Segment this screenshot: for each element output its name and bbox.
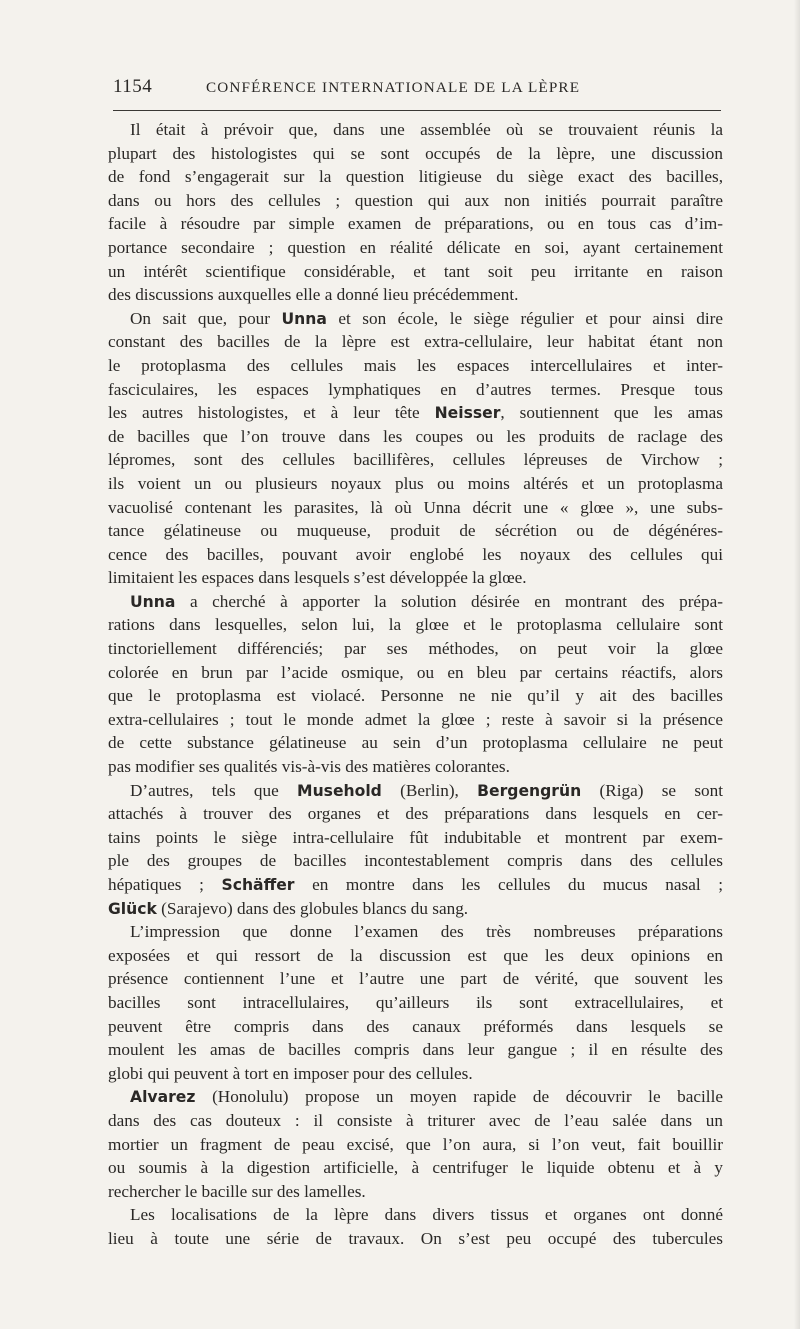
text-line — [108, 849, 723, 873]
text-line — [108, 708, 723, 732]
author-name: Musehold — [297, 781, 382, 800]
text-run: hépatiques ; — [108, 875, 222, 894]
text-line — [108, 590, 723, 614]
author-name: Unna — [281, 309, 327, 328]
text-line — [108, 401, 723, 425]
text-line — [108, 991, 723, 1015]
text-run: ils voient un ou plusieurs noyaux plus ou moins altérés et un protoplasma — [108, 473, 723, 493]
text-line — [108, 425, 723, 449]
text-line — [108, 1085, 723, 1109]
body-text — [108, 118, 723, 1251]
text-run: que le protoplasma est violacé. Personne ne nie qu’il y ait des bacilles — [108, 686, 723, 706]
text-run: tinctoriellement différenciés; par ses méthodes, on peut voir la glœe — [108, 639, 723, 659]
author-name: Bergengrün — [477, 781, 582, 800]
text-line — [108, 1062, 723, 1086]
text-line — [108, 637, 723, 661]
text-line — [108, 212, 723, 236]
page-edge-shadow — [794, 0, 800, 1329]
text-line — [108, 283, 723, 307]
text-run: fasciculaires, les espaces lymphatiques en d’autres termes. Presque tous — [108, 379, 723, 399]
text-run: On sait que, pour — [130, 308, 282, 328]
page-number: 1154 — [113, 76, 153, 97]
text-line — [108, 1038, 723, 1062]
author-name: Unna — [130, 592, 176, 611]
text-run: facile à résoudre par simple examen de préparations, ou en tous cas d’im- — [108, 214, 723, 234]
text-line — [108, 1203, 723, 1227]
text-line — [108, 684, 723, 708]
text-run: pas modifier ses qualités vis-à-vis des matières colorantes. — [108, 757, 510, 777]
text-line — [108, 448, 723, 472]
text-run: L’impression que donne l’examen des très nombreuses préparations — [130, 922, 723, 942]
author-name: Glück — [108, 899, 157, 918]
text-run: , soutiennent que les amas — [500, 403, 723, 423]
text-run: bacilles sont intracellulaires, qu’ailleurs ils sont extracellulaires, et — [108, 992, 723, 1012]
text-line — [108, 472, 723, 496]
text-line — [108, 1109, 723, 1133]
text-run: vacuolisé contenant les parasites, là où Unna décrit une « glœe », une subs- — [108, 497, 723, 517]
text-line — [108, 189, 723, 213]
author-name: Neisser — [434, 404, 501, 423]
text-run: extra-cellulaires ; tout le monde admet la glœe ; reste à savoir si la présence — [108, 709, 723, 729]
text-run: lieu à toute une série de travaux. On s’est peu occupé des tubercules — [108, 1228, 723, 1248]
text-line — [108, 613, 723, 637]
text-run: cence des bacilles, pouvant avoir englobé les noyaux des cellules qui — [108, 544, 723, 564]
text-run: (Sarajevo) dans des globules blancs du sang. — [156, 898, 469, 918]
text-run: rations dans lesquelles, selon lui, la glœe et le protoplasma cellulaire sont — [108, 615, 723, 635]
text-line — [108, 661, 723, 685]
author-name: Alvarez — [130, 1088, 196, 1107]
text-run: de cette substance gélatineuse au sein d’un protoplasma cellulaire ne peut — [108, 733, 723, 753]
text-line — [108, 1227, 723, 1251]
text-run: ple des groupes de bacilles incontestablement compris dans des cellules — [108, 851, 723, 871]
text-run: de bacilles que l’on trouve dans les coupes ou les produits de raclage des — [108, 426, 723, 446]
text-run: attachés à trouver des organes et des préparations dans lesquels en cer- — [108, 804, 723, 824]
text-line — [108, 1156, 723, 1180]
text-run: D’autres, tels que — [130, 780, 298, 800]
text-run: mortier un fragment de peau excisé, que l’on aura, si l’on veut, fait bouillir — [108, 1134, 723, 1154]
text-run: globi qui peuvent à tort en imposer pour des cellules. — [108, 1063, 473, 1083]
text-line — [108, 1015, 723, 1039]
text-run: colorée en brun par l’acide osmique, ou en bleu par certains réactifs, alors — [108, 662, 723, 682]
text-line — [108, 496, 723, 520]
text-run: un intérêt scientifique considérable, et tant soit peu irritante en raison — [108, 261, 723, 281]
text-line — [108, 1180, 723, 1204]
text-line — [108, 307, 723, 331]
text-run: dans des cas douteux : il consiste à triturer avec de l’eau salée dans un — [108, 1110, 723, 1130]
text-run: (Berlin), — [381, 780, 478, 800]
text-run: plupart des histologistes qui se sont occupés de la lèpre, une discussion — [108, 143, 723, 163]
text-line — [108, 354, 723, 378]
text-line — [108, 897, 723, 921]
author-name: Schäffer — [221, 876, 295, 894]
text-run: portance secondaire ; question en réalité délicate en soi, ayant certainement — [108, 237, 723, 257]
text-run: constant des bacilles de la lèpre est extra-cellulaire, leur habitat étant non — [108, 332, 723, 352]
text-line — [108, 779, 723, 803]
text-run: tains points le siège intra-cellulaire fût indubitable et montrent par exem- — [108, 827, 723, 847]
text-run: ou soumis à la digestion artificielle, à centrifuger le liquide obtenu et à y — [108, 1158, 723, 1178]
text-run: a cherché à apporter la solution désirée en montrant des prépa- — [175, 591, 723, 611]
text-run: présence contiennent l’une et l’autre une part de vérité, que souvent les — [108, 969, 723, 989]
text-run: tance gélatineuse ou muqueuse, produit de sécrétion ou de dégénéres- — [108, 521, 723, 541]
text-run: et son école, le siège régulier et pour ainsi dire — [326, 308, 723, 328]
text-line — [108, 1133, 723, 1157]
text-line — [108, 330, 723, 354]
text-line — [108, 920, 723, 944]
text-line — [108, 519, 723, 543]
text-line — [108, 236, 723, 260]
text-run: Les localisations de la lèpre dans divers tissus et organes ont donné — [130, 1205, 723, 1225]
text-run: exposées et qui ressort de la discussion est que les deux opinions en — [108, 945, 723, 965]
text-run: les autres histologistes, et à leur tête — [108, 403, 435, 423]
text-run: dans ou hors des cellules ; question qui aux non initiés pourrait paraître — [108, 190, 723, 210]
text-line — [108, 967, 723, 991]
text-run: en montre dans les cellules du mucus nasal ; — [294, 875, 723, 894]
text-line — [108, 755, 723, 779]
text-line — [108, 118, 723, 142]
text-line — [108, 566, 723, 590]
text-run: (Honolulu) propose un moyen rapide de découvrir le bacille — [195, 1087, 723, 1107]
text-line — [108, 873, 723, 897]
header-rule — [113, 110, 721, 111]
page-header — [113, 76, 721, 98]
running-title: CONFÉRENCE INTERNATIONALE DE LA LÈPRE — [206, 79, 581, 96]
text-run: de fond s’engagerait sur la question litigieuse du siège exact des bacilles, — [108, 167, 723, 187]
text-run: des discussions auxquelles elle a donné lieu précédemment. — [108, 285, 519, 305]
text-line — [108, 731, 723, 755]
text-line — [108, 944, 723, 968]
text-run: lépromes, sont des cellules bacillifères, cellules lépreuses de Virchow ; — [108, 450, 723, 470]
text-run: (Riga) se sont — [581, 780, 723, 800]
text-line — [108, 142, 723, 166]
text-run: le protoplasma des cellules mais les espaces intercellulaires et inter- — [108, 355, 723, 375]
text-run: moulent les amas de bacilles compris dans leur gangue ; il en résulte des — [108, 1040, 723, 1060]
text-line — [108, 165, 723, 189]
text-run: Il était à prévoir que, dans une assemblée où se trouvaient réunis la — [130, 120, 723, 139]
text-run: rechercher le bacille sur des lamelles. — [108, 1181, 366, 1201]
text-line — [108, 543, 723, 567]
text-run: limitaient les espaces dans lesquels s’est développée la glœe. — [108, 568, 527, 588]
text-line — [108, 802, 723, 826]
text-run: peuvent être compris dans des canaux préformés dans lesquels se — [108, 1016, 723, 1036]
text-line — [108, 260, 723, 284]
text-line — [108, 378, 723, 402]
text-line — [108, 826, 723, 850]
